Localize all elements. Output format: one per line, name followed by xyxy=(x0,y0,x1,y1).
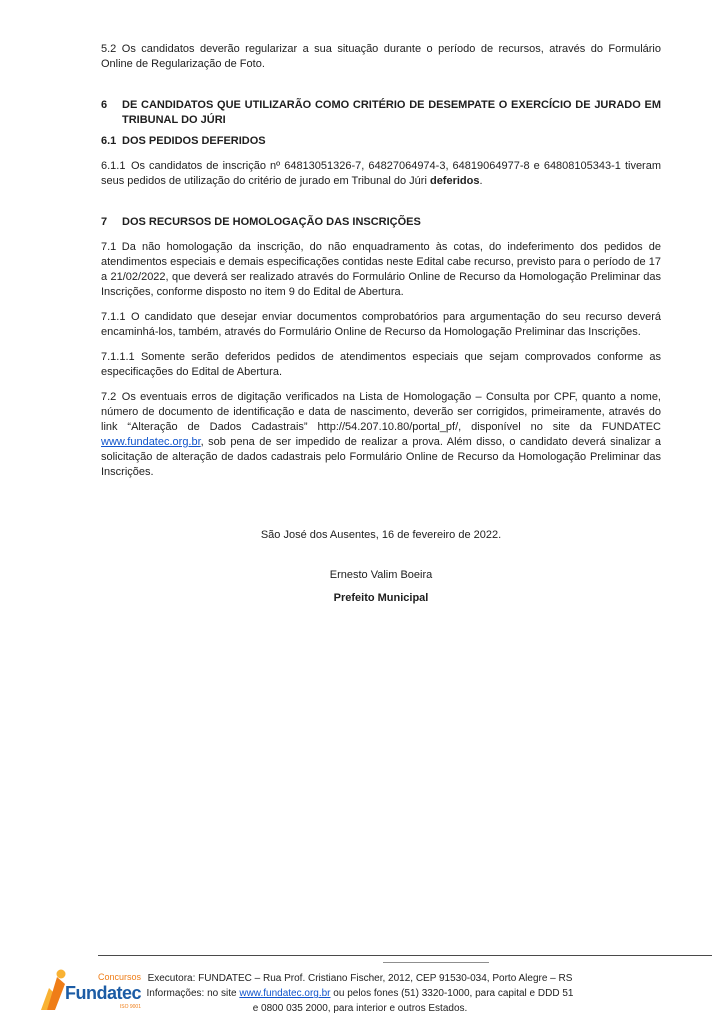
footer-line-2-text: Informações: no site xyxy=(146,988,240,999)
paragraph-7-1-1: 7.1.1 O candidato que desejar enviar documentos comprobatórios para argumentação do seu recurso deverá encaminhá-los, também, através do Formulário Online de Recurso da Homologação Preliminar das Inscrições. xyxy=(101,311,661,338)
logo-figure-head xyxy=(57,970,66,979)
footer-divider-short-line xyxy=(383,962,489,963)
footer-line-1: Executora: FUNDATEC – Rua Prof. Cristiano Fischer, 2012, CEP 91530-034, Porto Alegre – RS xyxy=(147,973,573,984)
footer-website-link[interactable]: www.fundatec.org.br xyxy=(239,988,331,999)
paragraph-7-2-text-end: , sob pena de ser impedido de realizar a prova. Além disso, o candidato deverá sinalizar a solicitação de alteração de dados cadastrais pelo Formulário Online de Recurso da Homologação Preliminar das Inscrições. xyxy=(101,436,661,478)
logo-fundatec-text: Fundatec xyxy=(64,983,141,1003)
section-7-title: DOS RECURSOS DE HOMOLOGAÇÃO DAS INSCRIÇÕES xyxy=(122,216,421,228)
paragraph-6-1-1-text: 6.1.1 Os candidatos de inscrição nº 64813051326-7, 64827064974-3, 64819064977-8 e 64808105343-1 tiveram seus pedidos de utilização do critério de jurado em Tribunal do Júri xyxy=(101,160,661,187)
section-6-heading xyxy=(101,98,661,128)
paragraph-5-2: 5.2 Os candidatos deverão regularizar a sua situação durante o período de recursos, através do Formulário Online de Regularização de Foto. xyxy=(101,43,661,70)
logo-concursos-text: Concursos xyxy=(97,972,141,982)
footer-info xyxy=(120,971,600,1016)
footer-divider-line xyxy=(98,955,712,956)
section-7-number: 7 xyxy=(101,216,108,228)
section-7-heading xyxy=(101,215,661,230)
date-line: São José dos Ausentes, 16 de fevereiro de 2022. xyxy=(260,529,502,541)
fundatec-website-link[interactable]: www.fundatec.org.br xyxy=(101,436,201,448)
paragraph-6-1-1 xyxy=(101,159,661,189)
document-body xyxy=(101,42,661,606)
section-6-1-number: 6.1 xyxy=(101,135,117,147)
paragraph-7-1: 7.1 Da não homologação da inscrição, do não enquadramento às cotas, do indeferimento dos pedidos de atendimentos especiais e demais especificações contidas neste Edital cabe recurso, previsto para o período de 17 a 21/02/2022, que deverá ser realizado através do Formulário Online de Recurso da Homologação Preliminar das Inscrições, conforme disposto no item 9 do Edital de Abertura. xyxy=(101,241,661,298)
paragraph-6-1-1-period: . xyxy=(479,175,483,187)
section-6-1-title: DOS PEDIDOS DEFERIDOS xyxy=(122,135,266,147)
footer-line-2-text-end: ou pelos fones (51) 3320-1000, para capital e DDD 51 xyxy=(330,988,574,999)
signature-name: Ernesto Valim Boeira xyxy=(329,569,433,581)
deferidos-emphasis: deferidos xyxy=(429,175,480,187)
section-6-number: 6 xyxy=(101,99,108,111)
paragraph-7-2 xyxy=(101,390,661,480)
footer-line-2 xyxy=(120,986,600,1001)
paragraph-7-2-text: 7.2 Os eventuais erros de digitação verificados na Lista de Homologação – Consulta por CPF, quanto a nome, número de documento de identificação e data de nascimento, deverão ser corrigidos, primeiramente, através do link “Alteração de Dados Cadastrais” http://54.207.10.80/portal_pf/, disponível no site da FUNDATEC xyxy=(101,391,661,433)
footer-line-3: e 0800 035 2000, para interior e outros Estados. xyxy=(252,1003,468,1014)
section-6-title: DE CANDIDATOS QUE UTILIZARÃO COMO CRITÉRIO DE DESEMPATE O EXERCÍCIO DE JURADO EM TRIBUNAL DO JÚRI xyxy=(122,99,661,126)
paragraph-7-1-1-1: 7.1.1.1 Somente serão deferidos pedidos de atendimentos especiais que sejam comprovados conforme as especificações do Edital de Abertura. xyxy=(101,351,661,378)
signature-title: Prefeito Municipal xyxy=(333,592,429,604)
logo-iso-text: ISO 9001 xyxy=(119,1004,141,1010)
section-6-1-heading xyxy=(101,134,661,149)
